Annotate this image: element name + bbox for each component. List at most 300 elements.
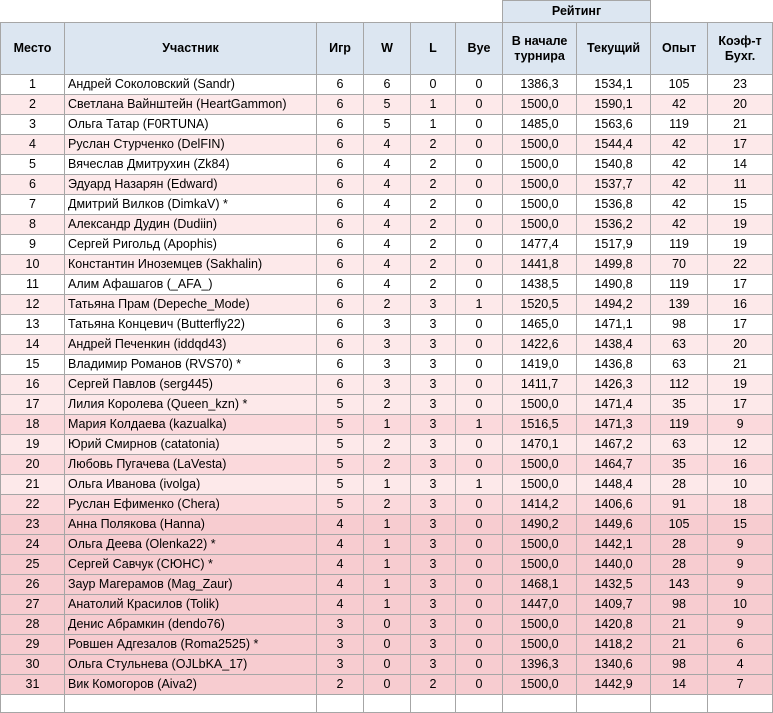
losses-cell: 0 [411,75,456,95]
current-rating-cell: 1467,2 [577,435,651,455]
bye-cell: 0 [456,615,503,635]
bye-cell: 0 [456,435,503,455]
place-cell: 22 [1,495,65,515]
buchholz-cell: 21 [708,355,773,375]
bye-cell: 0 [456,535,503,555]
buchholz-cell: 9 [708,535,773,555]
table-row [1,215,773,235]
losses-cell: 3 [411,435,456,455]
participant-cell: Ольга Стульнева (OJLbKA_17) [65,655,317,675]
buchholz-cell: 20 [708,335,773,355]
losses-cell: 3 [411,555,456,575]
experience-cell: 21 [651,635,708,655]
empty-cell [1,695,65,713]
current-rating-cell: 1536,8 [577,195,651,215]
buchholz-cell: 19 [708,215,773,235]
start-rating-cell: 1470,1 [503,435,577,455]
games-cell: 6 [317,315,364,335]
wins-cell: 2 [364,495,411,515]
losses-cell: 3 [411,495,456,515]
buchholz-cell: 19 [708,375,773,395]
bye-cell: 0 [456,115,503,135]
wins-cell: 0 [364,635,411,655]
experience-cell: 112 [651,375,708,395]
place-cell: 17 [1,395,65,415]
current-rating-cell: 1418,2 [577,635,651,655]
place-cell: 24 [1,535,65,555]
participant-cell: Лилия Королева (Queen_kzn) * [65,395,317,415]
bye-cell: 1 [456,295,503,315]
start-rating-cell: 1386,3 [503,75,577,95]
start-rating-cell: 1500,0 [503,615,577,635]
start-rating-cell: 1500,0 [503,135,577,155]
buchholz-cell: 15 [708,195,773,215]
losses-cell: 2 [411,275,456,295]
wins-cell: 5 [364,115,411,135]
place-cell: 3 [1,115,65,135]
losses-cell: 2 [411,195,456,215]
empty-cell [708,695,773,713]
losses-cell: 2 [411,235,456,255]
current-rating-cell: 1438,4 [577,335,651,355]
losses-cell: 3 [411,455,456,475]
participant-cell: Сергей Савчук (СЮНС) * [65,555,317,575]
participant-cell: Ольга Татар (F0RTUNA) [65,115,317,135]
place-cell: 10 [1,255,65,275]
table-row [1,615,773,635]
experience-cell: 42 [651,195,708,215]
participant-cell: Ровшен Адгезалов (Roma2525) * [65,635,317,655]
col-header-losses: L [411,23,456,75]
losses-cell: 2 [411,155,456,175]
current-rating-cell: 1406,6 [577,495,651,515]
place-cell: 25 [1,555,65,575]
start-rating-cell: 1396,3 [503,655,577,675]
table-row [1,175,773,195]
games-cell: 2 [317,675,364,695]
games-cell: 6 [317,275,364,295]
participant-cell: Ольга Иванова (ivolga) [65,475,317,495]
participant-cell: Анна Полякова (Hanna) [65,515,317,535]
participant-cell: Андрей Печенкин (iddqd43) [65,335,317,355]
experience-cell: 28 [651,555,708,575]
games-cell: 6 [317,375,364,395]
place-cell: 29 [1,635,65,655]
empty-cell [65,695,317,713]
start-rating-cell: 1500,0 [503,215,577,235]
current-rating-cell: 1442,1 [577,535,651,555]
bye-cell: 0 [456,195,503,215]
bye-cell: 0 [456,655,503,675]
current-rating-cell: 1544,4 [577,135,651,155]
table-row [1,675,773,695]
table-row [1,635,773,655]
games-cell: 6 [317,255,364,275]
experience-cell: 119 [651,275,708,295]
current-rating-cell: 1426,3 [577,375,651,395]
participant-cell: Руслан Стурченко (DelFIN) [65,135,317,155]
wins-cell: 3 [364,375,411,395]
empty-cell [577,695,651,713]
bye-cell: 0 [456,675,503,695]
experience-cell: 42 [651,215,708,235]
losses-cell: 3 [411,475,456,495]
participant-cell: Татьяна Прам (Depeche_Mode) [65,295,317,315]
losses-cell: 3 [411,515,456,535]
wins-cell: 4 [364,135,411,155]
place-cell: 8 [1,215,65,235]
table-row [1,435,773,455]
start-rating-cell: 1500,0 [503,555,577,575]
place-cell: 23 [1,515,65,535]
place-cell: 1 [1,75,65,95]
games-cell: 5 [317,395,364,415]
place-cell: 14 [1,335,65,355]
games-cell: 4 [317,575,364,595]
bye-cell: 0 [456,575,503,595]
place-cell: 6 [1,175,65,195]
games-cell: 5 [317,415,364,435]
participant-cell: Сергей Ригольд (Apophis) [65,235,317,255]
current-rating-cell: 1440,0 [577,555,651,575]
wins-cell: 4 [364,235,411,255]
buchholz-cell: 15 [708,515,773,535]
losses-cell: 3 [411,575,456,595]
losses-cell: 3 [411,295,456,315]
place-cell: 13 [1,315,65,335]
start-rating-cell: 1468,1 [503,575,577,595]
wins-cell: 1 [364,515,411,535]
games-cell: 6 [317,235,364,255]
games-cell: 4 [317,535,364,555]
wins-cell: 1 [364,575,411,595]
experience-cell: 139 [651,295,708,315]
buchholz-cell: 22 [708,255,773,275]
bye-cell: 0 [456,555,503,575]
wins-cell: 2 [364,455,411,475]
wins-cell: 4 [364,255,411,275]
table-row [1,135,773,155]
experience-cell: 35 [651,395,708,415]
bye-cell: 0 [456,95,503,115]
participant-cell: Алим Афашагов (_AFA_) [65,275,317,295]
wins-cell: 1 [364,415,411,435]
games-cell: 6 [317,115,364,135]
losses-cell: 3 [411,535,456,555]
bye-cell: 0 [456,635,503,655]
losses-cell: 1 [411,115,456,135]
participant-cell: Александр Дудин (Dudiin) [65,215,317,235]
table-row [1,155,773,175]
start-rating-cell: 1500,0 [503,635,577,655]
current-rating-cell: 1420,8 [577,615,651,635]
current-rating-cell: 1436,8 [577,355,651,375]
experience-cell: 119 [651,415,708,435]
games-cell: 6 [317,155,364,175]
losses-cell: 3 [411,655,456,675]
start-rating-cell: 1500,0 [503,155,577,175]
participant-cell: Андрей Соколовский (Sandr) [65,75,317,95]
participant-cell: Вик Комогоров (Aiva2) [65,675,317,695]
wins-cell: 3 [364,335,411,355]
experience-cell: 91 [651,495,708,515]
table-row [1,375,773,395]
wins-cell: 4 [364,155,411,175]
buchholz-cell: 18 [708,495,773,515]
table-row [1,595,773,615]
buchholz-cell: 9 [708,575,773,595]
wins-cell: 0 [364,615,411,635]
buchholz-cell: 23 [708,75,773,95]
bye-cell: 0 [456,175,503,195]
place-cell: 9 [1,235,65,255]
participant-cell: Татьяна Концевич (Butterfly22) [65,315,317,335]
games-cell: 3 [317,655,364,675]
place-cell: 16 [1,375,65,395]
bye-cell: 0 [456,335,503,355]
wins-cell: 1 [364,535,411,555]
col-header-experience: Опыт [651,23,708,75]
table-row [1,355,773,375]
participant-cell: Анатолий Красилов (Tolik) [65,595,317,615]
experience-cell: 28 [651,535,708,555]
place-cell: 15 [1,355,65,375]
wins-cell: 2 [364,435,411,455]
participant-cell: Юрий Смирнов (catatonia) [65,435,317,455]
participant-cell: Любовь Пугачева (LaVesta) [65,455,317,475]
current-rating-cell: 1471,4 [577,395,651,415]
start-rating-cell: 1465,0 [503,315,577,335]
current-rating-cell: 1536,2 [577,215,651,235]
experience-cell: 143 [651,575,708,595]
buchholz-cell: 9 [708,415,773,435]
table-row [1,535,773,555]
empty-cell [503,695,577,713]
experience-cell: 119 [651,115,708,135]
wins-cell: 3 [364,355,411,375]
losses-cell: 2 [411,215,456,235]
bye-cell: 0 [456,235,503,255]
start-rating-cell: 1447,0 [503,595,577,615]
place-cell: 19 [1,435,65,455]
blank-header-cell [1,1,503,23]
buchholz-cell: 4 [708,655,773,675]
col-header-buchholz: Коэф-т Бухг. [708,23,773,75]
experience-cell: 63 [651,435,708,455]
bye-cell: 0 [456,395,503,415]
current-rating-cell: 1442,9 [577,675,651,695]
current-rating-cell: 1537,7 [577,175,651,195]
losses-cell: 2 [411,675,456,695]
losses-cell: 2 [411,135,456,155]
bye-cell: 1 [456,415,503,435]
start-rating-cell: 1500,0 [503,535,577,555]
buchholz-cell: 9 [708,615,773,635]
buchholz-cell: 10 [708,595,773,615]
games-cell: 4 [317,515,364,535]
experience-cell: 42 [651,175,708,195]
start-rating-cell: 1441,8 [503,255,577,275]
participant-cell: Константин Иноземцев (Sakhalin) [65,255,317,275]
col-header-start-rating: В начале турнира [503,23,577,75]
start-rating-cell: 1490,2 [503,515,577,535]
empty-row [1,695,773,713]
place-cell: 21 [1,475,65,495]
place-cell: 26 [1,575,65,595]
bye-cell: 0 [456,355,503,375]
current-rating-cell: 1471,1 [577,315,651,335]
losses-cell: 3 [411,355,456,375]
buchholz-cell: 6 [708,635,773,655]
participant-cell: Заур Магерамов (Mag_Zaur) [65,575,317,595]
games-cell: 6 [317,175,364,195]
games-cell: 6 [317,295,364,315]
table-row [1,655,773,675]
buchholz-cell: 10 [708,475,773,495]
losses-cell: 2 [411,255,456,275]
wins-cell: 0 [364,675,411,695]
participant-cell: Владимир Романов (RVS70) * [65,355,317,375]
wins-cell: 4 [364,175,411,195]
games-cell: 5 [317,475,364,495]
col-header-games: Игр [317,23,364,75]
losses-cell: 3 [411,395,456,415]
experience-cell: 98 [651,655,708,675]
buchholz-cell: 20 [708,95,773,115]
current-rating-cell: 1499,8 [577,255,651,275]
games-cell: 5 [317,455,364,475]
table-row [1,395,773,415]
table-row [1,575,773,595]
place-cell: 30 [1,655,65,675]
current-rating-cell: 1464,7 [577,455,651,475]
bye-cell: 0 [456,455,503,475]
participant-cell: Ольга Деева (Olenka22) * [65,535,317,555]
wins-cell: 4 [364,275,411,295]
start-rating-cell: 1500,0 [503,95,577,115]
col-header-place: Место [1,23,65,75]
start-rating-cell: 1438,5 [503,275,577,295]
participant-cell: Светлана Вайнштейн (HeartGammon) [65,95,317,115]
start-rating-cell: 1419,0 [503,355,577,375]
buchholz-cell: 16 [708,455,773,475]
table-row [1,275,773,295]
empty-cell [456,695,503,713]
games-cell: 4 [317,595,364,615]
rating-group-row [1,1,773,23]
games-cell: 5 [317,495,364,515]
col-header-bye: Bye [456,23,503,75]
current-rating-cell: 1490,8 [577,275,651,295]
experience-cell: 63 [651,335,708,355]
participant-cell: Дмитрий Вилков (DimkaV) * [65,195,317,215]
column-header-row [1,23,773,75]
current-rating-cell: 1534,1 [577,75,651,95]
buchholz-cell: 11 [708,175,773,195]
games-cell: 6 [317,355,364,375]
games-cell: 6 [317,95,364,115]
rating-group-header: Рейтинг [503,1,651,23]
current-rating-cell: 1494,2 [577,295,651,315]
standings-body [1,75,773,713]
games-cell: 5 [317,435,364,455]
experience-cell: 70 [651,255,708,275]
table-row [1,475,773,495]
table-row [1,295,773,315]
buchholz-cell: 17 [708,135,773,155]
buchholz-cell: 16 [708,295,773,315]
bye-cell: 0 [456,515,503,535]
current-rating-cell: 1448,4 [577,475,651,495]
place-cell: 5 [1,155,65,175]
experience-cell: 105 [651,75,708,95]
bye-cell: 0 [456,495,503,515]
blank-header-cell [651,1,773,23]
table-row [1,95,773,115]
table-row [1,335,773,355]
games-cell: 6 [317,75,364,95]
bye-cell: 0 [456,375,503,395]
experience-cell: 42 [651,135,708,155]
wins-cell: 0 [364,655,411,675]
table-row [1,235,773,255]
start-rating-cell: 1414,2 [503,495,577,515]
bye-cell: 0 [456,155,503,175]
games-cell: 3 [317,635,364,655]
buchholz-cell: 14 [708,155,773,175]
place-cell: 28 [1,615,65,635]
table-row [1,555,773,575]
losses-cell: 3 [411,415,456,435]
bye-cell: 0 [456,315,503,335]
current-rating-cell: 1471,3 [577,415,651,435]
wins-cell: 2 [364,295,411,315]
bye-cell: 1 [456,475,503,495]
current-rating-cell: 1590,1 [577,95,651,115]
losses-cell: 2 [411,175,456,195]
wins-cell: 5 [364,95,411,115]
start-rating-cell: 1500,0 [503,195,577,215]
participant-cell: Вячеслав Дмитрухин (Zk84) [65,155,317,175]
buchholz-cell: 21 [708,115,773,135]
buchholz-cell: 17 [708,395,773,415]
empty-cell [411,695,456,713]
games-cell: 6 [317,195,364,215]
wins-cell: 1 [364,555,411,575]
losses-cell: 3 [411,335,456,355]
place-cell: 18 [1,415,65,435]
wins-cell: 4 [364,215,411,235]
place-cell: 27 [1,595,65,615]
experience-cell: 119 [651,235,708,255]
start-rating-cell: 1411,7 [503,375,577,395]
col-header-current-rating: Текущий [577,23,651,75]
empty-cell [364,695,411,713]
losses-cell: 3 [411,635,456,655]
current-rating-cell: 1340,6 [577,655,651,675]
place-cell: 4 [1,135,65,155]
losses-cell: 1 [411,95,456,115]
col-header-wins: W [364,23,411,75]
experience-cell: 98 [651,315,708,335]
bye-cell: 0 [456,275,503,295]
buchholz-cell: 12 [708,435,773,455]
table-row [1,515,773,535]
start-rating-cell: 1500,0 [503,475,577,495]
start-rating-cell: 1500,0 [503,675,577,695]
table-row [1,415,773,435]
place-cell: 31 [1,675,65,695]
